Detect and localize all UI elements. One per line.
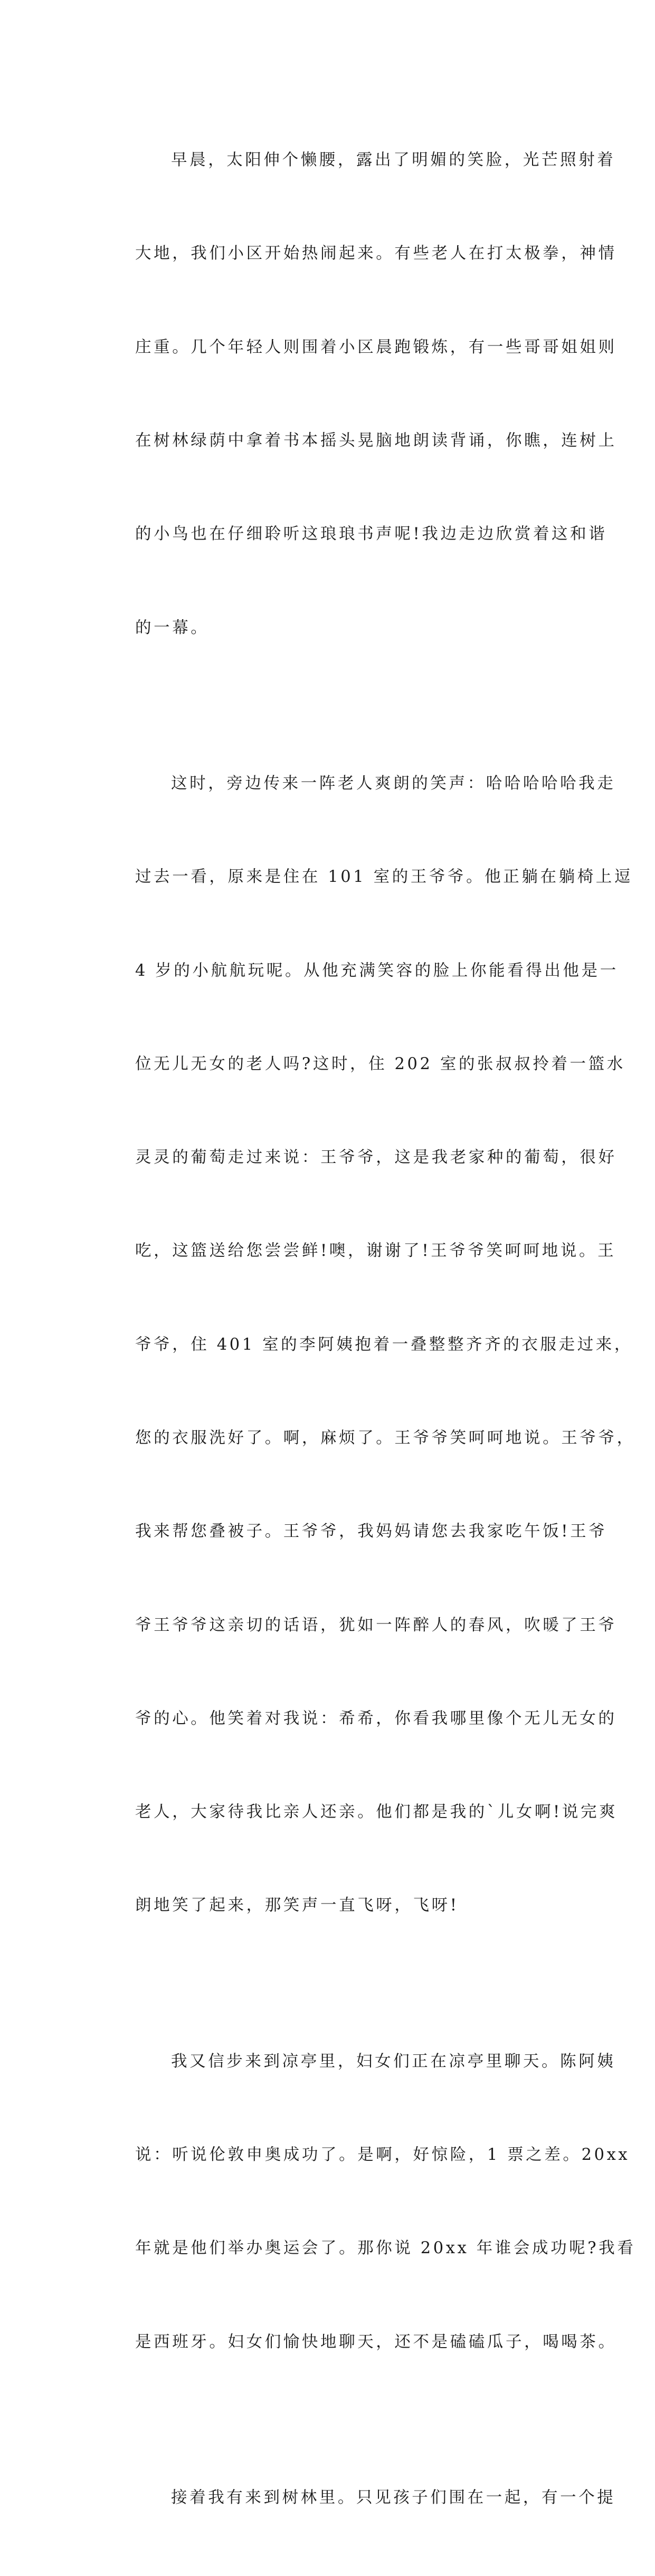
paragraph-2 [99,706,635,1984]
text-line: 的小鸟也在仔细聆听这琅琅书声呢!我边走边欣赏着这和谐 [135,525,607,544]
text-line: 4 岁的小航航玩呢。从他充满笑容的脸上你能看得出他是一 [135,961,619,980]
text-line: 是西班牙。妇女们愉快地聊天，还不是磕磕瓜子，喝喝茶。 [135,2332,617,2351]
text-line: 我来帮您叠被子。王爷爷，我妈妈请您去我家吃午饭!王爷 [135,1522,607,1541]
text-line: 大地，我们小区开始热闹起来。有些老人在打太极拳，神情 [135,244,617,263]
text-line: 我又信步来到凉亭里，妇女们正在凉亭里聊天。陈阿姨 [171,2052,616,2071]
document-body [99,82,636,2576]
text-line: 爷的心。他笑着对我说：希希，你看我哪里像个无儿无女的 [135,1709,617,1728]
text-line: 庄重。几个年轻人则围着小区晨跑锻炼，有一些哥哥姐姐则 [135,338,617,357]
text-line: 灵灵的葡萄走过来说：王爷爷，这是我老家种的葡萄，很好 [135,1148,617,1167]
paragraph-3 [99,1984,636,2420]
text-line: 吃，这篮送给您尝尝鲜!噢，谢谢了!王爷爷笑呵呵地说。王 [135,1242,616,1261]
text-line: 接着我有来到树林里。只见孩子们围在一起，有一个提 [171,2488,616,2507]
paragraph-4 [99,2420,616,2575]
text-line: 这时，旁边传来一阵老人爽朗的笑声：哈哈哈哈哈我走 [171,774,616,793]
text-line: 您的衣服洗好了。啊，麻烦了。王爷爷笑呵呵地说。王爷爷， [135,1429,635,1448]
text-line: 早晨，太阳伸个懒腰，露出了明媚的笑脸，光芒照射着 [171,151,616,170]
text-line: 朗地笑了起来，那笑声一直飞呀，飞呀! [135,1896,459,1915]
text-line: 在树林绿荫中拿着书本摇头晃脑地朗读背诵，你瞧，连树上 [135,431,617,450]
text-line: 老人，大家待我比亲人还亲。他们都是我的`儿女啊!说完爽 [135,1803,618,1822]
text-line: 位无儿无女的老人吗?这时，住 202 室的张叔叔拎着一篮水 [135,1054,625,1073]
text-line: 说：听说伦敦申奥成功了。是啊，好惊险，1 票之差。20xx [135,2146,630,2165]
text-line: 过去一看，原来是住在 101 室的王爷爷。他正躺在躺椅上逗 [135,868,633,887]
text-line: 的一幕。 [135,618,210,637]
text-line: 爷王爷爷这亲切的话语，犹如一阵醉人的春风，吹暖了王爷 [135,1616,617,1635]
paragraph-1 [99,82,617,706]
text-line: 爷爷，住 401 室的李阿姨抱着一叠整整齐齐的衣服走过来， [135,1335,633,1354]
text-line: 年就是他们举办奥运会了。那你说 20xx 年谁会成功呢?我看 [135,2239,636,2258]
